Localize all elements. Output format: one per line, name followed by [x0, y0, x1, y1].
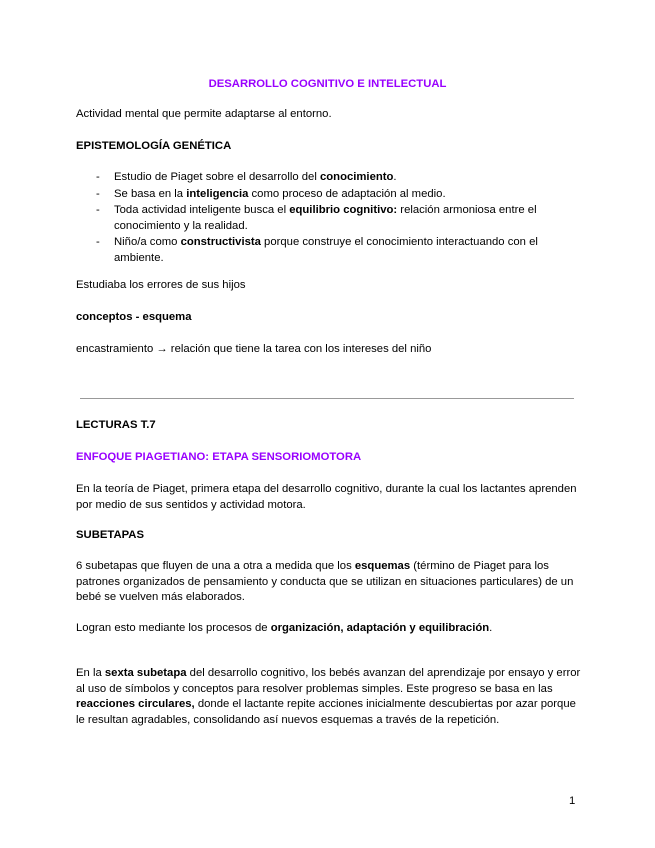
bullet-list	[96, 170, 581, 267]
bullet-text: Estudio de Piaget sobre el desarrollo del	[114, 171, 320, 183]
list-item	[96, 235, 581, 266]
list-item	[96, 170, 581, 186]
bullet-text: porque construye el conocimiento interactuando con el ambiente.	[114, 236, 538, 264]
paragraph-text: del desarrollo cognitivo, los bebés avanzan del aprendizaje por ensayo y error al uso de símbolos y conceptos para resolver problemas simples. Este progreso se basa en las	[76, 667, 581, 695]
paragraph-teoria: En la teoría de Piaget, primera etapa del desarrollo cognitivo, durante la cual los lactantes aprenden por medio de sus sentidos y actividad motora.	[76, 483, 577, 511]
paragraph-text: (término de Piaget para los patrones organizados de pensamiento y conducta que se utilizan en situaciones particulares) de un bebé se vuelven más elaborados.	[76, 560, 574, 603]
paragraph-subetapas	[76, 559, 581, 606]
bullet-marker: -	[96, 204, 100, 216]
paragraph-text: En la	[76, 667, 105, 679]
horizontal-divider	[80, 398, 574, 399]
paragraph-text: donde el lactante repite acciones inicialmente descubiertas por azar porque le resultan agradables, consolidando así nuevos esquemas a través de la repetición.	[76, 698, 576, 726]
list-item	[96, 203, 581, 234]
bullet-marker: -	[96, 236, 100, 248]
paragraph-bold-text: organización, adaptación y equilibración	[270, 622, 490, 634]
section-heading-epistemologia: EPISTEMOLOGÍA GENÉTICA	[76, 140, 232, 152]
section-subheading-enfoque: ENFOQUE PIAGETIANO: ETAPA SENSORIOMOTORA	[76, 451, 362, 463]
list-item	[96, 187, 581, 203]
bullet-bold-text: equilibrio cognitivo:	[289, 204, 398, 216]
paragraph-text: 6 subetapas que fluyen de una a otra a medida que los	[76, 560, 355, 572]
bullet-bold-text: constructivista	[180, 236, 261, 248]
section-heading-lecturas: LECTURAS T.7	[76, 419, 156, 431]
paragraph-bold-text: esquemas	[354, 560, 411, 572]
paragraph-sexta-subetapa	[76, 666, 581, 728]
bullet-bold-text: inteligencia	[186, 187, 249, 200]
intro-text: Actividad mental que permite adaptarse al entorno.	[76, 108, 332, 120]
document-title: DESARROLLO COGNITIVO E INTELECTUAL	[208, 78, 447, 90]
note-conceptos: conceptos - esquema	[76, 311, 192, 323]
paragraph-text: .	[489, 622, 493, 634]
section-heading-subetapas: SUBETAPAS	[76, 529, 144, 541]
bullet-text: .	[393, 171, 397, 183]
bullet-marker: -	[96, 187, 100, 200]
paragraph-procesos	[76, 621, 581, 637]
note-errores: Estudiaba los errores de sus hijos	[76, 279, 246, 291]
page-number: 1	[569, 795, 576, 807]
paragraph-bold-text: reacciones circulares,	[76, 698, 195, 710]
bullet-text: Niño/a como	[114, 236, 181, 248]
note-encastramiento: encastramiento → relación que tiene la tarea con los intereses del niño	[76, 343, 432, 355]
bullet-bold-text: conocimiento	[319, 171, 394, 183]
bullet-text: Se basa en la	[114, 187, 187, 200]
bullet-text: Toda actividad inteligente busca el	[114, 204, 290, 216]
bullet-marker: -	[96, 171, 100, 183]
bullet-text: relación armoniosa entre el conocimiento y la realidad.	[114, 204, 537, 232]
bullet-text: como proceso de adaptación al medio.	[248, 187, 446, 200]
paragraph-text: Logran esto mediante los procesos de	[76, 622, 271, 634]
paragraph-bold-text: sexta subetapa	[104, 667, 187, 679]
